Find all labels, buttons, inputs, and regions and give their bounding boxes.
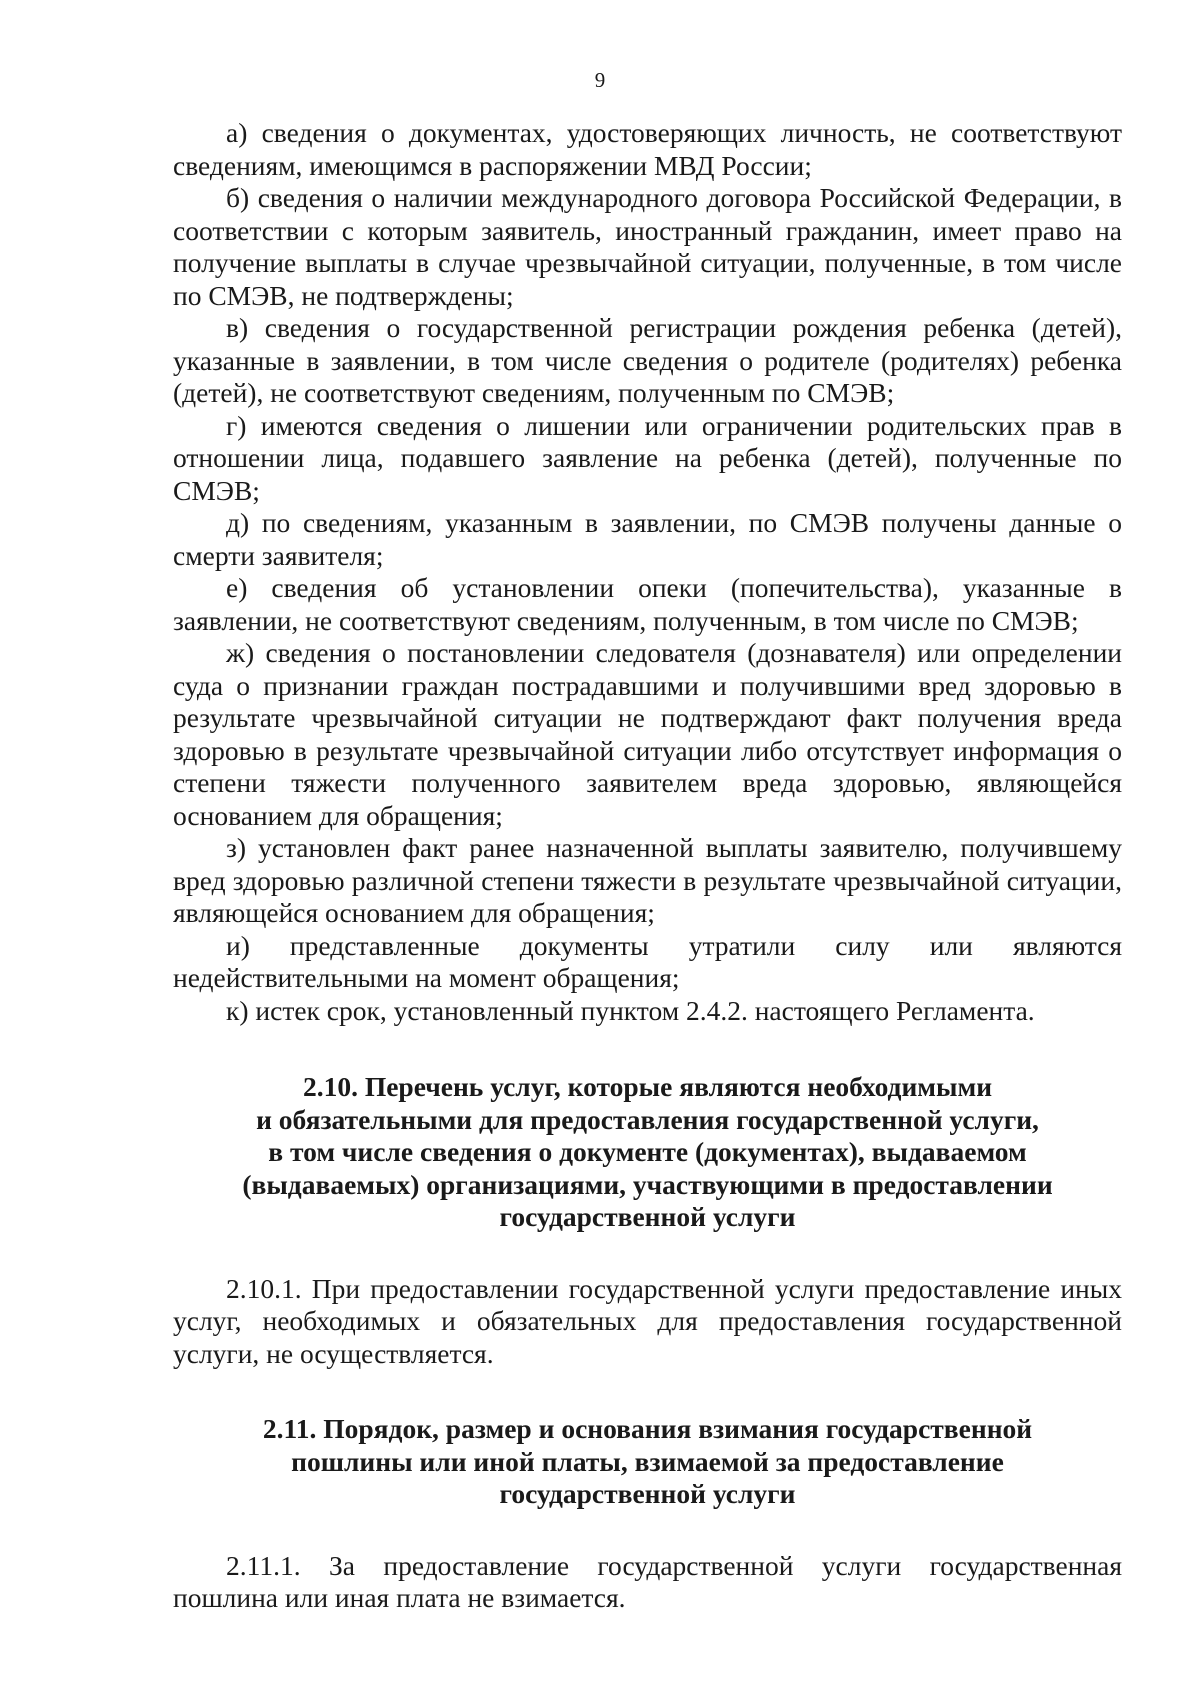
heading-line: государственной услуги	[499, 1201, 796, 1232]
heading-line: (выдаваемых) организациями, участвующими в предоставлении	[242, 1168, 1053, 1200]
paragraph-e: е) сведения об установлении опеки (попечительства), указанные в заявлении, не соответствуют сведениям, полученным, в том числе по СМЭВ;	[173, 572, 1122, 636]
paragraph-i: и) представленные документы утратили силу или являются недействительными на момент обращения;	[173, 929, 1122, 993]
paragraph-k: к) истек срок, установленный пунктом 2.4.2. настоящего Регламента.	[226, 994, 1035, 1026]
heading-line: государственной услуги	[499, 1478, 796, 1509]
heading-line: 2.11. Порядок, размер и основания взимания государственной	[262, 1413, 1033, 1444]
heading-line: 2.10. Перечень услуг, которые являются необходимыми	[302, 1071, 993, 1102]
paragraph-g: г) имеются сведения о лишении или ограничении родительских прав в отношении лица, подавшего заявление на ребенка (детей), полученные по СМЭВ;	[173, 409, 1122, 506]
paragraph-2-10-1: 2.10.1. При предоставлении государственной услуги предоставление иных услуг, необходимых и обязательных для предоставления государственной услуги, не осуществляется.	[173, 1272, 1122, 1369]
section-2-11-heading	[173, 1413, 1122, 1511]
paragraph-z: з) установлен факт ранее назначенной выплаты заявителю, получившему вред здоровью различной степени тяжести в результате чрезвычайной ситуации, являющейся основанием для обращения;	[173, 832, 1122, 928]
heading-line: в том числе сведения о документе (документах), выдаваемом	[268, 1136, 1027, 1167]
paragraph-v: в) сведения о государственной регистрации рождения ребенка (детей), указанные в заявлении, в том числе сведения о родителе (родителях) ребенка (детей), не соответствуют сведениям, полученным по СМЭВ;	[173, 312, 1122, 408]
heading-line: и обязательными для предоставления государственной услуги,	[256, 1103, 1039, 1135]
paragraph-a: а) сведения о документах, удостоверяющих личность, не соответствуют сведениям, имеющимся в распоряжении МВД России;	[173, 117, 1122, 181]
document-body	[173, 117, 1122, 1615]
section-2-10-heading	[173, 1071, 1122, 1234]
paragraph-2-11-1: 2.11.1. За предоставление государственной услуги государственная пошлина или иная плата не взимается.	[173, 1549, 1122, 1613]
page-number: 9	[594, 68, 606, 92]
paragraph-b: б) сведения о наличии международного договора Российской Федерации, в соответствии с которым заявитель, иностранный гражданин, имеет право на получение выплаты в случае чрезвычайной ситуации, полученные, в том числе по СМЭВ, не подтверждены;	[173, 182, 1122, 311]
paragraph-d: д) по сведениям, указанным в заявлении, по СМЭВ получены данные о смерти заявителя;	[173, 507, 1122, 571]
heading-line: пошлины или иной платы, взимаемой за предоставление	[291, 1445, 1004, 1477]
paragraph-zh: ж) сведения о постановлении следователя (дознавателя) или определении суда о признании граждан пострадавшими и получившими вред здоровью в результате чрезвычайной ситуации не подтверждают факт получения вреда здоровью в результате чрезвычайной ситуации либо отсутствует информация о степени тяжести полученного заявителем вреда здоровью, являющейся основанием для обращения;	[173, 637, 1122, 831]
